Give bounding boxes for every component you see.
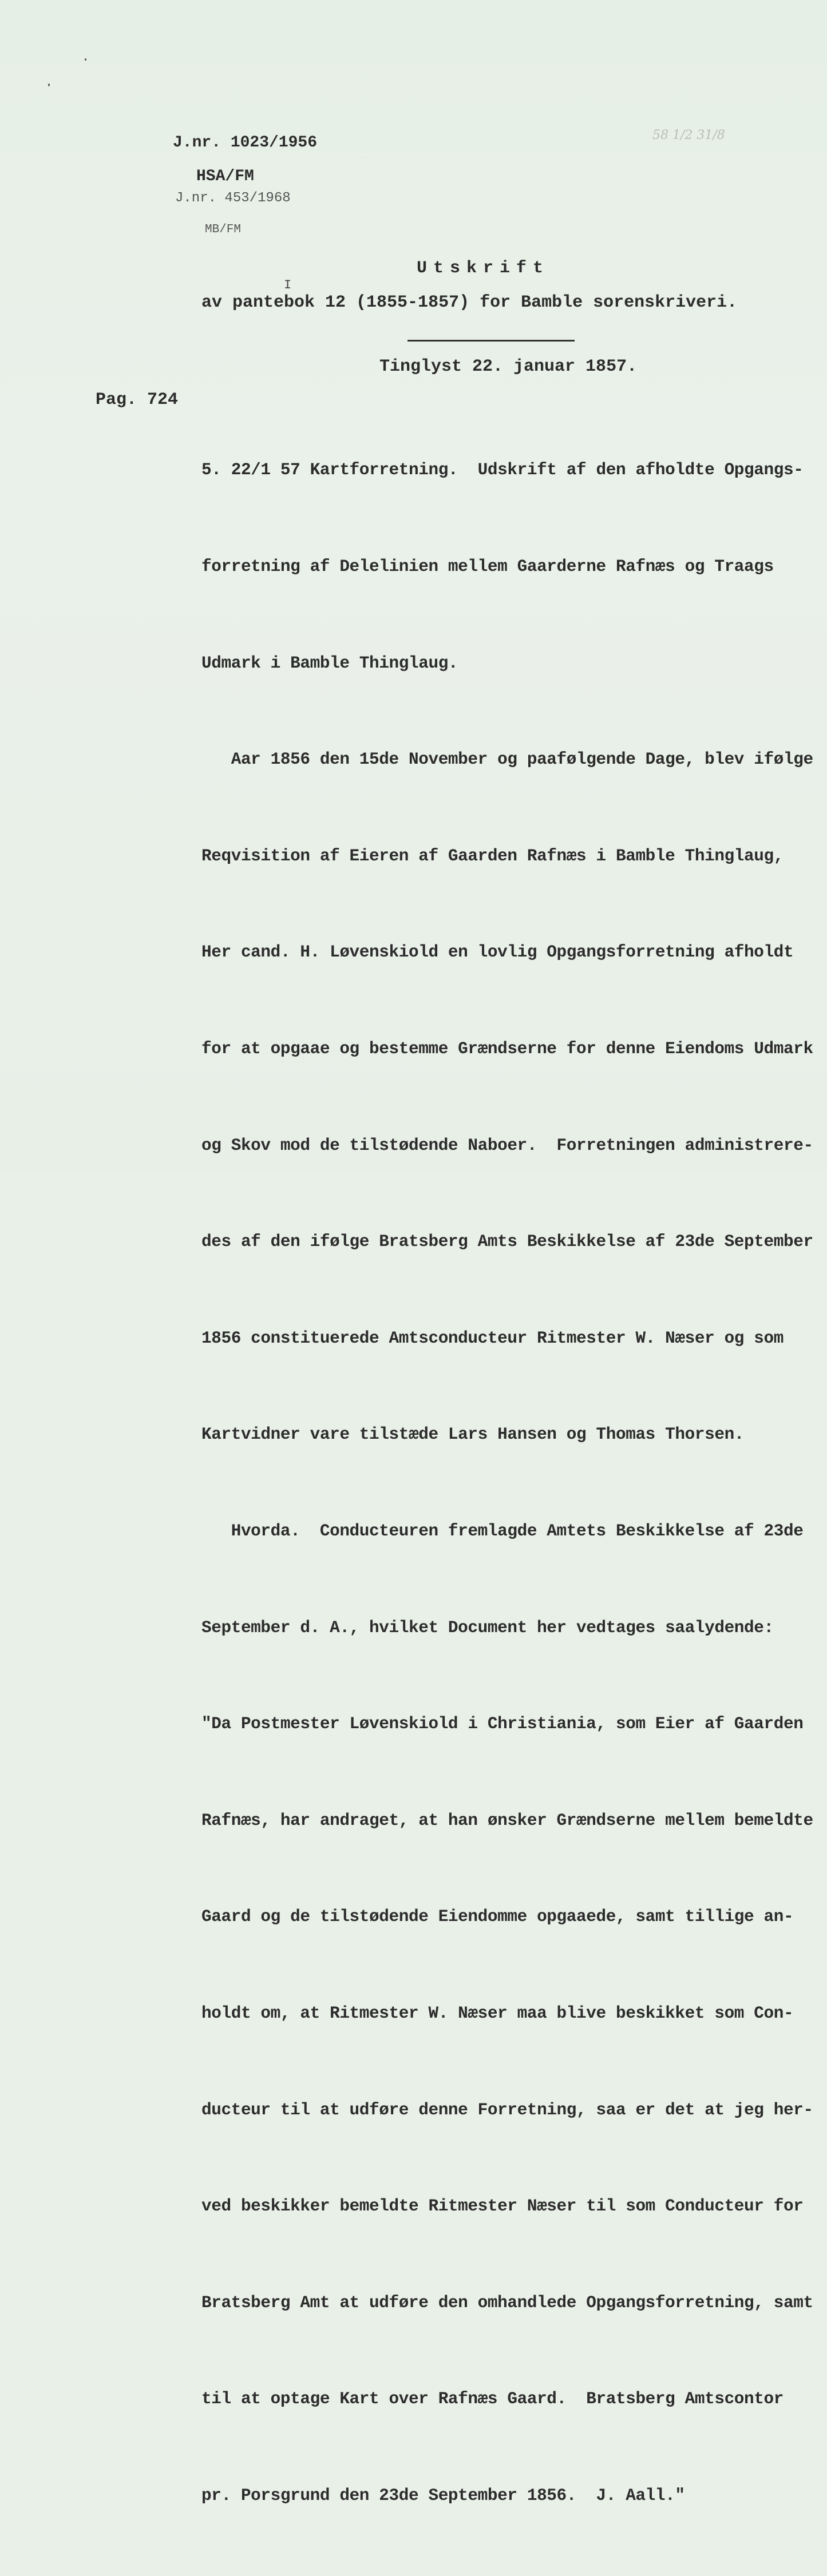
body-line: "Da Postmester Løvenskiold i Christiania, som Eier af Gaarden bbox=[201, 1714, 804, 1734]
journal-number-1968: J.nr. 453/1968 bbox=[175, 190, 291, 206]
ink-speck bbox=[85, 58, 86, 61]
initials-1968: MB/FM bbox=[205, 223, 242, 236]
ink-speck bbox=[48, 84, 50, 86]
transcript-body bbox=[201, 390, 813, 2576]
body-line: forretning af Delelinien mellem Gaarderne Rafnæs og Traags bbox=[201, 557, 774, 576]
initials-1956: HSA/FM bbox=[196, 168, 254, 185]
body-line: 1856 constituerede Amtsconducteur Ritmester W. Næser og som bbox=[201, 1328, 784, 1348]
body-line: Gaard og de tilstødende Eiendomme opgaaede, samt tillige an- bbox=[201, 1907, 794, 1927]
body-line: holdt om, at Ritmester W. Næser maa blive beskikket som Con- bbox=[201, 2003, 794, 2023]
page-reference: Pag. 724 bbox=[96, 390, 179, 410]
body-line: til at optage Kart over Rafnæs Gaard. Bratsberg Amtscontor bbox=[201, 2390, 784, 2409]
volume-mark: I bbox=[284, 278, 292, 292]
body-line: des af den ifølge Bratsberg Amts Beskikkelse af 23de September bbox=[201, 1232, 813, 1252]
body-line: Hvorda. Conducteuren fremlagde Amtets Beskikkelse af 23de bbox=[201, 1521, 804, 1541]
session-date: Tinglyst 22. januar 1857. bbox=[379, 357, 638, 376]
body-line: Rafnæs, har andraget, at han ønsker Grændserne mellem bemeldte bbox=[201, 1811, 813, 1830]
body-line: Her cand. H. Løvenskiold en lovlig Opgangsforretning afholdt bbox=[201, 943, 794, 962]
body-line: September d. A., hvilket Document her vedtages saalydende: bbox=[201, 1618, 774, 1637]
title-underline bbox=[407, 340, 575, 342]
body-line: Kartvidner vare tilstæde Lars Hansen og Thomas Thorsen. bbox=[201, 1425, 745, 1444]
body-line: pr. Porsgrund den 23de September 1856. J. Aall." bbox=[201, 2486, 685, 2505]
document-subtitle: av pantebok 12 (1855-1857) for Bamble sorenskriveri. bbox=[201, 293, 738, 312]
body-line: Bratsberg Amt at udføre den omhandlede Opgangsforretning, samt bbox=[201, 2293, 813, 2312]
document-title: Utskrift bbox=[417, 259, 550, 278]
body-line: Aar 1856 den 15de November og paafølgende Dage, blev ifølge bbox=[201, 750, 813, 769]
body-line: ducteur til at udføre denne Forretning, saa er det at jeg her- bbox=[201, 2100, 813, 2119]
body-line: 5. 22/1 57 Kartforretning. Udskrift af den afholdte Opgangs- bbox=[201, 461, 804, 480]
body-line: for at opgaae og bestemme Grændserne for denne Eiendoms Udmark bbox=[201, 1039, 813, 1058]
pencil-annotation: 58 1/2 31/8 bbox=[652, 128, 725, 142]
body-line: Udmark i Bamble Thinglaug. bbox=[201, 653, 458, 673]
body-line: og Skov mod de tilstødende Naboer. Forretningen administrere- bbox=[201, 1136, 813, 1155]
body-line: ved beskikker bemeldte Ritmester Næser til som Conducteur for bbox=[201, 2197, 804, 2216]
journal-number-1956: J.nr. 1023/1956 bbox=[173, 134, 318, 152]
body-line: Reqvisition af Eieren af Gaarden Rafnæs i Bamble Thinglaug, bbox=[201, 846, 784, 866]
